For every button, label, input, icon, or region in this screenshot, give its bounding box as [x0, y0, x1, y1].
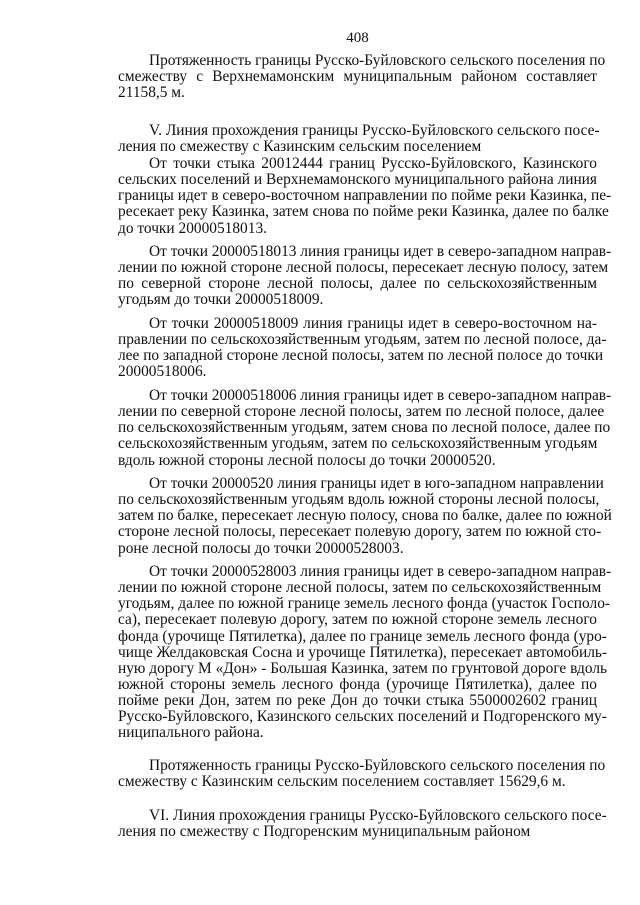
page-number: 408 — [346, 30, 369, 46]
paragraph-point-20000518006 — [118, 387, 612, 469]
text-line: угодьям, далее по южной границе земель лесного фонда (участок Госполо- — [118, 595, 611, 613]
text-line: затем по балке, пересекает лесную полосу, снова по балке, далее по южной — [118, 507, 612, 525]
text-line: по северной стороне лесной полосы, далее по сельскохозяйственным — [118, 275, 597, 293]
paragraph-point-20000518013 — [118, 243, 612, 309]
text-line: сельскохозяйственным угодьям, затем по сельскохозяйственным угодьям — [118, 435, 598, 453]
text-line: лении по южной стороне лесной полосы, пересекает лесную полосу, затем — [118, 259, 609, 277]
text-line: От точки 20000518009 линия границы идет в северо-восточном на- — [149, 315, 597, 332]
text-line: правлении по сельскохозяйственным угодьям, затем по лесной полосе, да- — [118, 331, 607, 349]
heading-line: V. Линия прохождения границы Русско-Буйловского сельского посе- — [149, 122, 600, 139]
heading-line: VI. Линия прохождения границы Русско-Буйловского сельского посе- — [149, 807, 607, 824]
heading-line: ления по смежеству с Подгоренским муниципальным районом — [118, 823, 531, 841]
text-line: границы идет в северо-восточном направлении по пойме реки Казинка, пе- — [118, 187, 612, 205]
text-line: са), пересекает полевую дорогу, затем по южной стороне земель лесного — [118, 611, 597, 629]
text-line: пойме реки Дон, затем по реке Дон до точки стыка 5500002602 границ — [118, 692, 597, 710]
text-line: чище Желдаковская Сосна и урочище Пятилетка), пересекает автомобиль- — [118, 643, 608, 661]
text-line: От точки 20000520 линия границы идет в юго-западном направлении — [149, 475, 604, 492]
text-line: ниципального района. — [118, 724, 264, 742]
paragraph-length-kazinsky — [118, 757, 606, 791]
paragraph-point-20000518009 — [118, 315, 607, 381]
paragraph-point-20012444 — [118, 155, 612, 237]
text-line: фонда (урочище Пятилетка), далее по границе земель лесного фонда (уро- — [118, 627, 607, 645]
text-line: смежеству с Казинским сельским поселением составляет 15629,6 м. — [118, 773, 566, 791]
text-line: От точки 20000518013 линия границы идет в северо-западном направ- — [149, 243, 612, 260]
paragraph-length-verkhnemamonsky — [118, 52, 606, 102]
paragraph-point-20000520 — [118, 475, 612, 557]
text-line: лее по западной стороне лесной полосы, затем по лесной полосе до точки — [118, 347, 604, 365]
text-line: 20000518006. — [118, 363, 207, 381]
paragraph-point-20000528003 — [118, 563, 612, 742]
text-line: южной стороны земель лесного фонда (урочище Пятилетка), далее по — [118, 675, 597, 693]
text-line: вдоль южной стороны лесной полосы до точки 20000520. — [118, 451, 496, 469]
section-heading-vi — [118, 807, 607, 841]
text-line: угодьям до точки 20000518009. — [118, 291, 324, 309]
text-line: 21158,5 м. — [118, 84, 185, 102]
text-line: От точки 20000528003 линия границы идет в северо-западном направ- — [149, 563, 612, 580]
text-line: смежеству с Верхнемамонским муниципальным районом составляет — [118, 68, 597, 86]
text-line: сельских поселений и Верхнемамонского муниципального района линия — [118, 171, 597, 189]
text-line: лении по северной стороне лесной полосы, затем по лесной полосе, далее — [118, 403, 605, 421]
text-line: ресекает реку Казинка, затем снова по пойме реки Казинка, далее по балке — [118, 203, 609, 221]
text-line: Русско-Буйловского, Казинского сельских поселений и Подгоренского му- — [118, 708, 607, 726]
text-line: по сельскохозяйственным угодьям вдоль южной стороны лесной полосы, — [118, 491, 600, 509]
text-line: по сельскохозяйственным угодьям, затем снова по лесной полосе, далее по — [118, 419, 611, 437]
text-line: до точки 20000518013. — [118, 219, 267, 237]
section-heading-v — [118, 122, 600, 156]
text-line: стороне лесной полосы, пересекает полевую дорогу, затем по южной сто- — [118, 523, 602, 541]
text-line: Протяженность границы Русско-Буйловского сельского поселения по — [149, 757, 606, 774]
text-line: ную дорогу М «Дон» - Большая Казинка, затем по грунтовой дороге вдоль — [118, 659, 608, 677]
text-line: От точки стыка 20012444 границ Русско-Буйловского, Казинского — [149, 155, 597, 172]
heading-line: ления по смежеству с Казинским сельским поселением — [118, 138, 482, 156]
text-line: От точки 20000518006 линия границы идет в северо-западном направ- — [149, 387, 612, 404]
text-line: лении по южной стороне лесной полосы, затем по сельскохозяйственным — [118, 579, 602, 597]
text-line: Протяженность границы Русско-Буйловского сельского поселения по — [149, 52, 606, 69]
text-line: роне лесной полосы до точки 20000528003. — [118, 539, 404, 557]
